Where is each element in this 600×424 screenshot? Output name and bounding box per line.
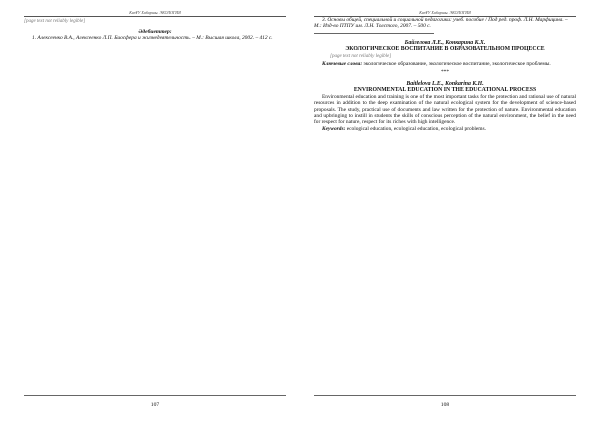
en-keywords: ecological education, ecological education, ecological problems.: [346, 125, 486, 132]
ru-title: ЭКОЛОГИЧЕСКОЕ ВОСПИТАНИЕ В ОБРАЗОВАТЕЛЬНОМ ПРОЦЕССЕ: [345, 45, 545, 52]
illegible-text-note: [page text not reliably legible]: [24, 19, 86, 24]
left-page: [24, 10, 286, 414]
ru-keywords: экологическое образование, экологическое воспитание, экологическое проблемы.: [363, 60, 551, 67]
en-abstract-text: Environmental education and training is one of the most important tasks for the protection and rational use of natural resources in addition to the deep examination of the natural ecological system for the development of science-based proposals. The study, practical use of documents and law written for the protection of nature. Environmental education and upbringing to instill in students the skills of conscious perception of the natural environment, the belief in the need for respect for nature, respect for its riches with high intelligence.: [314, 93, 576, 126]
running-head: КазҰУ Хабаршы. ЭКОЛОГИЯ: [24, 10, 286, 17]
separator-stars: ***: [440, 69, 450, 75]
page-number: 107: [150, 402, 160, 408]
right-page: [314, 10, 576, 414]
en-title: ENVIRONMENTAL EDUCATION IN THE EDUCATIONAL PROCESS: [353, 87, 537, 93]
en-keywords-label: Keywords:: [322, 125, 346, 132]
ru-abstract: [314, 52, 576, 67]
running-head: КазҰУ Хабаршы. ЭКОЛОГИЯ: [314, 10, 576, 17]
reference-list: [314, 17, 576, 30]
ru-keywords-label: Ключевые слова:: [322, 60, 363, 67]
divider: [314, 33, 434, 34]
footer-rule: [314, 395, 576, 396]
en-abstract: [314, 94, 576, 133]
illegible-text-note: [page text not reliably legible]: [330, 54, 392, 60]
references-heading: Әдебиеттер:: [138, 29, 172, 36]
footer-rule: [24, 395, 286, 396]
page-number: 108: [440, 402, 450, 408]
reference-item: 3. Основы общей, специальной и социальной педагогики: учеб. пособие / Под ред. проф. Л.Н. Марфицина. – М.: Изд-во ПТПУ им. Л.Н. Толстого, 2007. – 500 с.: [314, 17, 568, 30]
reference-item: 1. Алексеенко В.А., Алексеенко Л.П. Биосфера и жизнедеятельность. – М.: Высшая школа, 2002. – 412 с.: [32, 35, 273, 42]
ru-authors: Байгелова Л.Е., Конкарина К.Х.: [404, 39, 486, 46]
left-body-text: [24, 17, 286, 25]
en-authors: Baitlelova L.E., Konkarina K.H.: [406, 81, 484, 87]
reference-list: [24, 35, 286, 41]
